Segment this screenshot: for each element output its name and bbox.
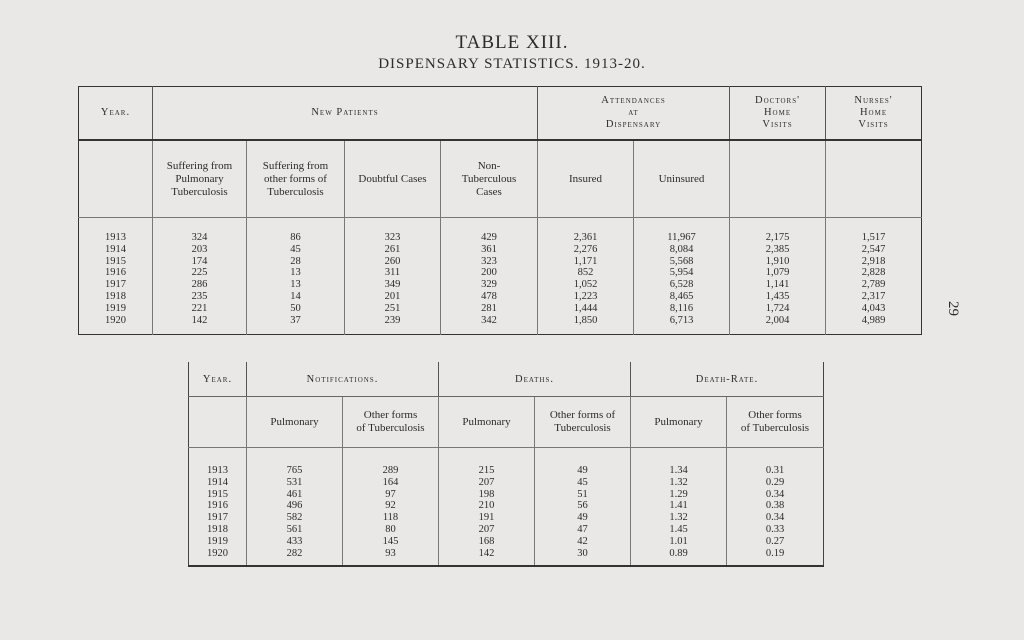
cell-line: Tuberculosis: [267, 185, 324, 198]
cell-line: 13: [290, 267, 301, 279]
cell-line: Other forms of: [549, 409, 616, 421]
cell-line: 1.01: [669, 535, 688, 547]
cell-line: 478: [481, 290, 497, 302]
cell-line: 282: [286, 547, 303, 559]
cell-line: 2,317: [861, 290, 886, 302]
cell-line: Suffering from: [262, 159, 329, 172]
column-deaths-other: [535, 448, 631, 567]
cell-line: Non-: [477, 159, 501, 172]
cell-line: 11,967: [667, 232, 696, 243]
cell-line: of Tuberculosis: [740, 422, 810, 434]
cell-line: 1918: [105, 290, 126, 302]
cell-line: 239: [384, 314, 401, 326]
cell-line: 286: [191, 279, 208, 291]
subheader-insured: [538, 140, 634, 218]
cell-line: 42: [577, 535, 588, 547]
cell-line: Visits: [858, 119, 889, 130]
cell-line: Other forms: [748, 409, 802, 421]
cell-line: Doubtful Cases: [358, 172, 427, 185]
cell-line: 191: [478, 512, 495, 524]
subheader-rate-other: [727, 397, 824, 448]
page-number: 29: [945, 301, 961, 316]
column-non-tuberculous: [441, 218, 538, 335]
cell-line: Tuberculous: [461, 172, 517, 185]
cell-line: 225: [191, 267, 208, 279]
cell-line: 0.33: [765, 523, 785, 535]
cell-line: 852: [577, 267, 594, 279]
column-doubtful: [345, 218, 441, 335]
column-rate-other: [727, 448, 824, 567]
cell-line: 198: [478, 488, 495, 500]
cell-line: 0.38: [765, 500, 785, 512]
cell-line: 1.34: [669, 465, 688, 476]
subheader-uninsured: [634, 140, 730, 218]
header-year: Year.: [79, 87, 153, 141]
cell-line: 281: [481, 302, 497, 314]
notifications-deaths-table: [188, 362, 824, 567]
cell-line: 429: [481, 232, 497, 243]
cell-line: 56: [577, 500, 588, 512]
header-new-patients: New Patients: [153, 87, 538, 141]
cell-line: 1.32: [669, 512, 688, 524]
cell-line: Home: [763, 107, 792, 118]
cell-line: at: [628, 107, 639, 118]
cell-line: 1920: [207, 547, 228, 559]
cell-line: 0.29: [765, 476, 785, 488]
cell-line: 582: [286, 512, 303, 524]
cell-line: 1918: [207, 523, 228, 535]
subheader-empty: [826, 140, 922, 218]
header-doctors-visits: [730, 87, 826, 141]
cell-line: 765: [286, 465, 303, 476]
cell-line: 49: [577, 512, 588, 524]
subheader-pulmonary: [153, 140, 247, 218]
cell-line: 1914: [207, 476, 228, 488]
cell-line: 203: [191, 243, 208, 255]
cell-line: 1,052: [573, 279, 598, 291]
cell-line: 201: [384, 290, 401, 302]
cell-line: Attendances: [601, 95, 666, 106]
cell-line: 342: [481, 314, 497, 326]
cell-line: other forms of: [264, 172, 327, 185]
cell-line: Insured: [569, 172, 603, 185]
cell-line: 1,910: [765, 255, 790, 267]
column-insured: [538, 218, 634, 335]
subheader-empty: [79, 140, 153, 218]
cell-line: Suffering from: [166, 159, 233, 172]
cell-line: 14: [290, 290, 301, 302]
cell-line: 1,517: [861, 232, 886, 243]
cell-line: Pulmonary: [654, 415, 703, 428]
cell-line: 1919: [207, 535, 228, 547]
cell-line: Tuberculosis: [171, 185, 228, 198]
page-subtitle: DISPENSARY STATISTICS. 1913-20.: [378, 56, 646, 72]
cell-line: 221: [191, 302, 208, 314]
cell-line: 8,116: [669, 302, 694, 314]
cell-line: 1,724: [765, 302, 790, 314]
cell-line: 461: [286, 488, 303, 500]
cell-line: 8,084: [669, 243, 694, 255]
cell-line: 164: [382, 476, 399, 488]
column-notif-pulmonary: [247, 448, 343, 567]
cell-line: 4,989: [861, 314, 886, 326]
cell-line: 0.27: [765, 535, 785, 547]
cell-line: 1.29: [669, 488, 688, 500]
cell-line: 2,175: [765, 232, 790, 243]
cell-line: 13: [290, 279, 301, 291]
cell-line: 496: [286, 500, 303, 512]
cell-line: 260: [384, 255, 401, 267]
cell-line: 2,547: [861, 243, 886, 255]
cell-line: Dispensary: [605, 119, 662, 130]
subheader-deaths-pulmonary: [439, 397, 535, 448]
cell-line: 324: [191, 232, 208, 243]
cell-line: 174: [191, 255, 208, 267]
cell-line: 1914: [105, 243, 126, 255]
cell-line: 329: [481, 279, 497, 291]
cell-line: 45: [290, 243, 301, 255]
cell-line: 142: [191, 314, 208, 326]
subheader-empty: [189, 397, 247, 448]
cell-line: 80: [385, 523, 396, 535]
cell-line: Nurses': [854, 95, 893, 106]
cell-line: Visits: [762, 119, 793, 130]
cell-line: 261: [384, 243, 401, 255]
cell-line: 207: [478, 523, 495, 535]
column-year: [189, 448, 247, 567]
cell-line: of Tuberculosis: [356, 422, 425, 434]
subheader-doubtful: [345, 140, 441, 218]
cell-line: 28: [290, 255, 301, 267]
cell-line: 0.34: [765, 512, 785, 524]
cell-line: 311: [384, 267, 401, 279]
cell-line: 1917: [105, 279, 126, 291]
cell-line: 6,713: [669, 314, 694, 326]
cell-line: 361: [481, 243, 497, 255]
cell-line: 49: [577, 465, 588, 476]
cell-line: 0.31: [765, 465, 785, 476]
cell-line: Other forms: [363, 409, 418, 421]
cell-line: 289: [382, 465, 399, 476]
cell-line: 1,850: [573, 314, 598, 326]
cell-line: 215: [478, 465, 495, 476]
cell-line: 97: [385, 488, 396, 500]
cell-line: 1917: [207, 512, 228, 524]
cell-line: 50: [290, 302, 301, 314]
cell-line: Cases: [476, 185, 502, 198]
cell-line: 1.45: [669, 523, 688, 535]
cell-line: 323: [384, 232, 401, 243]
cell-line: 1.32: [669, 476, 688, 488]
cell-line: 210: [478, 500, 495, 512]
header-notifications: Notifications.: [247, 362, 439, 397]
cell-line: 531: [286, 476, 303, 488]
subheader-other-forms: [247, 140, 345, 218]
column-nurses-visits: [826, 218, 922, 335]
subheader-deaths-other: [535, 397, 631, 448]
cell-line: 235: [191, 290, 208, 302]
column-doctors-visits: [730, 218, 826, 335]
column-uninsured: [634, 218, 730, 335]
cell-line: 1,435: [765, 290, 790, 302]
cell-line: 1916: [207, 500, 228, 512]
cell-line: 1,171: [573, 255, 598, 267]
header-nurses-visits: [826, 87, 922, 141]
cell-line: 2,276: [573, 243, 598, 255]
cell-line: Tuberculosis: [554, 422, 611, 434]
cell-line: 1915: [207, 488, 228, 500]
cell-line: 2,789: [861, 279, 886, 291]
cell-line: 8,465: [669, 290, 694, 302]
cell-line: 349: [384, 279, 401, 291]
cell-line: 207: [478, 476, 495, 488]
cell-line: 251: [384, 302, 401, 314]
column-pulmonary: [153, 218, 247, 335]
cell-line: 1915: [105, 255, 126, 267]
cell-line: 1913: [207, 465, 228, 476]
cell-line: 2,828: [861, 267, 886, 279]
dispensary-statistics-table: [78, 86, 922, 335]
subheader-rate-pulmonary: [631, 397, 727, 448]
cell-line: 1,444: [573, 302, 598, 314]
cell-line: Uninsured: [658, 172, 705, 185]
cell-line: 92: [385, 500, 396, 512]
header-attendances: [538, 87, 730, 141]
cell-line: 200: [481, 267, 497, 279]
column-year: [79, 218, 153, 335]
cell-line: Home: [859, 107, 888, 118]
cell-line: 0.89: [669, 547, 688, 559]
cell-line: 0.34: [765, 488, 785, 500]
cell-line: 45: [577, 476, 588, 488]
subheader-notif-other: [343, 397, 439, 448]
cell-line: 142: [478, 547, 495, 559]
column-deaths-pulmonary: [439, 448, 535, 567]
cell-line: 433: [286, 535, 303, 547]
column-notif-other: [343, 448, 439, 567]
cell-line: 30: [577, 547, 588, 559]
header-deaths: Deaths.: [439, 362, 631, 397]
cell-line: 1920: [105, 314, 126, 326]
cell-line: 6,528: [669, 279, 694, 291]
cell-line: 2,918: [861, 255, 886, 267]
cell-line: Pulmonary: [270, 415, 319, 428]
cell-line: 93: [385, 547, 396, 559]
cell-line: 2,361: [573, 232, 598, 243]
cell-line: 1919: [105, 302, 126, 314]
cell-line: 118: [382, 512, 399, 524]
header-death-rate: Death-Rate.: [631, 362, 824, 397]
cell-line: 1.41: [669, 500, 688, 512]
cell-line: 51: [577, 488, 588, 500]
column-other-forms: [247, 218, 345, 335]
header-year: Year.: [189, 362, 247, 397]
subheader-notif-pulmonary: [247, 397, 343, 448]
cell-line: 1,141: [765, 279, 790, 291]
cell-line: 47: [577, 523, 588, 535]
subheader-non-tuberculous: [441, 140, 538, 218]
cell-line: 0.19: [765, 547, 785, 559]
cell-line: Pulmonary: [175, 172, 224, 185]
cell-line: 5,568: [669, 255, 694, 267]
cell-line: 4,043: [861, 302, 886, 314]
cell-line: 86: [290, 232, 301, 243]
cell-line: 1913: [105, 232, 126, 243]
page-title: TABLE XIII.: [455, 32, 569, 53]
cell-line: Pulmonary: [462, 415, 511, 428]
cell-line: 37: [290, 314, 301, 326]
cell-line: 5,954: [669, 267, 694, 279]
cell-line: 2,004: [765, 314, 790, 326]
cell-line: Doctors': [755, 95, 801, 106]
cell-line: 1,223: [573, 290, 598, 302]
cell-line: 168: [478, 535, 495, 547]
subheader-empty: [730, 140, 826, 218]
cell-line: 323: [481, 255, 497, 267]
cell-line: 1,079: [765, 267, 790, 279]
cell-line: 2,385: [765, 243, 790, 255]
cell-line: 145: [382, 535, 399, 547]
cell-line: 561: [286, 523, 303, 535]
column-rate-pulmonary: [631, 448, 727, 567]
cell-line: 1916: [105, 267, 126, 279]
